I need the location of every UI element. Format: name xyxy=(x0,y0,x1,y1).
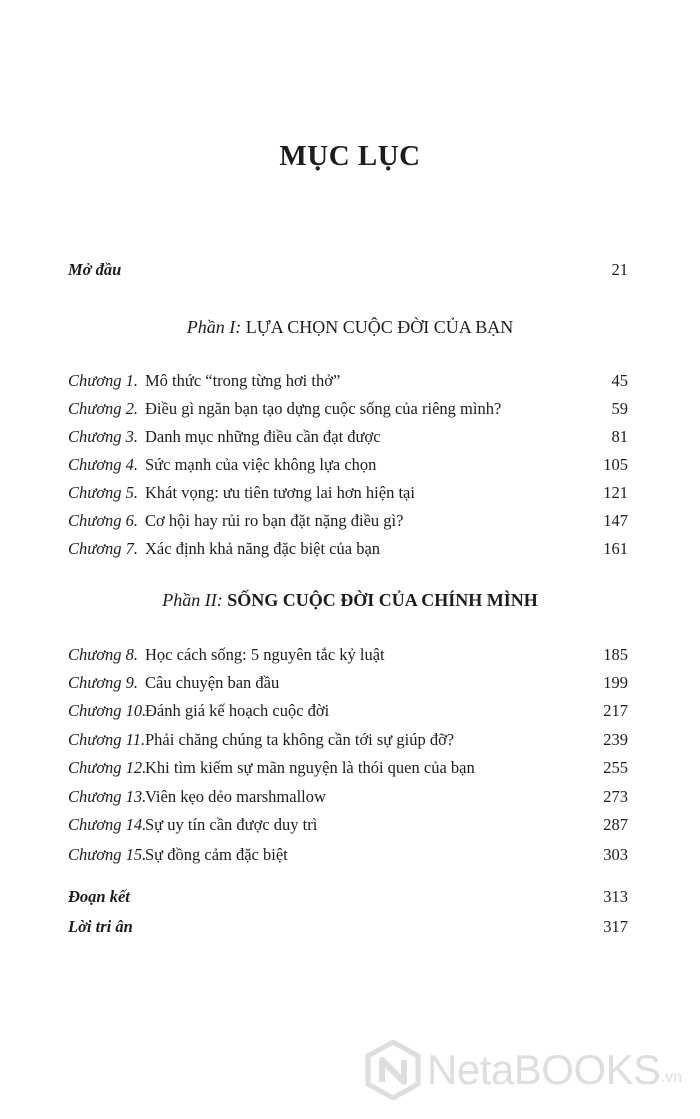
chapter-title: Sức mạnh của việc không lựa chọn xyxy=(145,455,377,474)
entry-page-number: 317 xyxy=(603,917,628,936)
part-heading-1 xyxy=(0,314,700,340)
chapter-label: Chương 9. xyxy=(68,673,139,692)
chapter-page-number: 161 xyxy=(603,539,628,558)
part-title: SỐNG CUỘC ĐỜI CỦA CHÍNH MÌNH xyxy=(227,590,538,610)
toc-entry-chapter-11 xyxy=(68,727,628,753)
page-title: MỤC LỤC xyxy=(279,140,421,172)
toc-entry-epilogue xyxy=(68,884,628,910)
chapter-page-number: 287 xyxy=(603,815,628,834)
part-title: LỰA CHỌN CUỘC ĐỜI CỦA BẠN xyxy=(245,317,514,337)
chapter-title: Xác định khả năng đặc biệt của bạn xyxy=(145,539,381,558)
chapter-title: Sự uy tín cần được duy trì xyxy=(145,815,318,834)
part-heading-2 xyxy=(0,587,700,613)
chapter-label: Chương 7. xyxy=(68,539,139,558)
toc-entry-chapter-3 xyxy=(68,424,628,450)
chapter-title: Viên kẹo dẻo marshmallow xyxy=(145,787,326,806)
toc-entry-chapter-12 xyxy=(68,755,628,781)
toc-entry-chapter-9 xyxy=(68,670,628,696)
toc-entry-acknowledgements xyxy=(68,914,628,940)
toc-entry-chapter-13 xyxy=(68,784,628,810)
chapter-page-number: 147 xyxy=(603,511,628,530)
toc-entry-chapter-4 xyxy=(68,452,628,478)
netabooks-logo-icon xyxy=(365,1040,421,1100)
chapter-page-number: 255 xyxy=(603,758,628,777)
chapter-label: Chương 15. xyxy=(68,845,147,864)
chapter-title: Cơ hội hay rủi ro bạn đặt nặng điều gì? xyxy=(145,511,404,530)
chapter-page-number: 303 xyxy=(603,845,628,864)
chapter-label: Chương 1. xyxy=(68,371,139,390)
netabooks-watermark xyxy=(365,1039,682,1101)
toc-entry-chapter-5 xyxy=(68,480,628,506)
entry-page-number: 21 xyxy=(611,260,628,279)
part-label: Phần I: xyxy=(186,317,242,337)
chapter-label: Chương 2. xyxy=(68,399,139,418)
toc-entry-chapter-15 xyxy=(68,842,628,868)
chapter-page-number: 81 xyxy=(611,427,628,446)
entry-page-number: 313 xyxy=(603,887,628,906)
chapter-page-number: 45 xyxy=(611,371,628,390)
chapter-title: Đánh giá kế hoạch cuộc đời xyxy=(145,701,330,720)
chapter-title: Phải chăng chúng ta không cần tới sự giúp đỡ? xyxy=(145,730,455,749)
chapter-label: Chương 11. xyxy=(68,730,146,749)
chapter-page-number: 105 xyxy=(603,455,628,474)
toc-entry-chapter-8 xyxy=(68,642,628,668)
chapter-page-number: 121 xyxy=(603,483,628,502)
toc-entry-chapter-2 xyxy=(68,396,628,422)
chapter-label: Chương 5. xyxy=(68,483,139,502)
chapter-title: Sự đồng cảm đặc biệt xyxy=(145,845,288,864)
entry-label: Mở đầu xyxy=(68,260,122,279)
chapter-page-number: 217 xyxy=(603,701,628,720)
chapter-page-number: 239 xyxy=(603,730,628,749)
watermark-suffix: .vn xyxy=(660,1069,682,1086)
part-label: Phần II: xyxy=(162,590,223,610)
toc-entry-chapter-6 xyxy=(68,508,628,534)
chapter-title: Điều gì ngăn bạn tạo dựng cuộc sống của riêng mình? xyxy=(145,399,502,418)
chapter-title: Câu chuyện ban đầu xyxy=(145,673,280,692)
chapter-label: Chương 12. xyxy=(68,758,147,777)
chapter-page-number: 199 xyxy=(603,673,628,692)
chapter-label: Chương 13. xyxy=(68,787,147,806)
chapter-label: Chương 8. xyxy=(68,645,139,664)
toc-entry-chapter-1 xyxy=(68,368,628,394)
chapter-label: Chương 10. xyxy=(68,701,147,720)
chapter-title: Mô thức “trong từng hơi thở” xyxy=(145,371,341,390)
toc-entry-chapter-7 xyxy=(68,536,628,562)
chapter-page-number: 273 xyxy=(603,787,628,806)
toc-entry-chapter-14 xyxy=(68,812,628,838)
chapter-page-number: 185 xyxy=(603,645,628,664)
chapter-label: Chương 6. xyxy=(68,511,139,530)
chapter-title: Học cách sống: 5 nguyên tắc kỷ luật xyxy=(145,645,385,664)
chapter-title: Khi tìm kiếm sự mãn nguyện là thói quen của bạn xyxy=(145,758,475,777)
chapter-label: Chương 3. xyxy=(68,427,139,446)
chapter-label: Chương 14. xyxy=(68,815,147,834)
toc-entry-intro xyxy=(68,257,628,283)
chapter-title: Danh mục những điều cần đạt được xyxy=(145,427,381,446)
entry-label: Đoạn kết xyxy=(68,887,130,906)
entry-label: Lời tri ân xyxy=(68,917,133,936)
chapter-title: Khát vọng: ưu tiên tương lai hơn hiện tại xyxy=(145,483,415,502)
chapter-label: Chương 4. xyxy=(68,455,139,474)
chapter-page-number: 59 xyxy=(611,399,628,418)
watermark-brand: NetaBOOKS xyxy=(427,1046,661,1093)
toc-entry-chapter-10 xyxy=(68,698,628,724)
